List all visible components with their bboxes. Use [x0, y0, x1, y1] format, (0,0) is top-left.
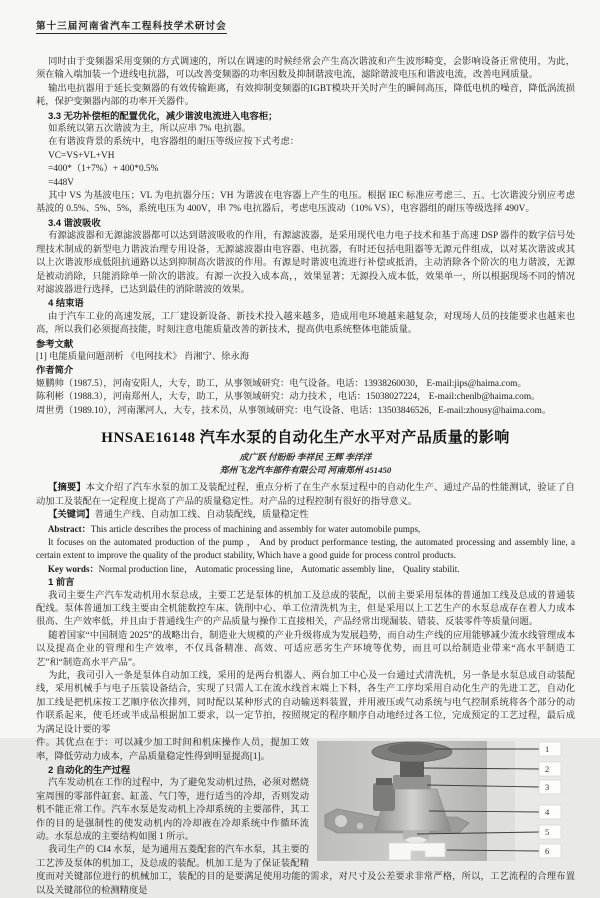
- paper-title: HNSAE16148 汽车水泵的自动化生产水平对产品质量的影响: [101, 429, 510, 446]
- figure-callout-1: [539, 742, 561, 756]
- author-bios-heading: 作者简介: [36, 365, 74, 376]
- figure-callout-label: 5: [545, 827, 550, 838]
- figure-callout-label: 2: [545, 764, 550, 775]
- paragraph: 随着国家“中国制造 2025”的战略出台，制造业大规模的产业升级将成为发展趋势，而自动生产线的应用能够减少流水线管理成本以及提高企业的管理和生产效率，不仅具备精准、高效、可适应恶劣生产环境等优势，而且可以给制造业带来“高水平制造工艺”和“制造高水平产品”。: [36, 630, 575, 668]
- water-pump-illustration: [317, 739, 575, 863]
- abstract-cn-label: 【摘要】: [48, 483, 86, 494]
- abstract-cn: [36, 482, 575, 509]
- figure-callout-4: [539, 805, 561, 819]
- section-heading-3-4: 3.4 谐波吸收: [48, 217, 101, 228]
- author-bio: 姬鹏帅（1987.5），河南安阳人，大专，助工，从事领域研究：电气设备。电话：13938260030， E-mail:jips@haima.com。: [36, 378, 527, 389]
- authors-line: 成广跃 付盼盼 李祥民 王辉 李洋洋: [239, 452, 372, 463]
- paragraph: 输出电抗器用于延长变频器的有效传输距离，有效抑制变频器的IGBT模块开关时产生的瞬间高压，降低电机的噪音，降低涡流损耗，保护变频器内部的功率开关器件。: [36, 83, 575, 108]
- figure-1-water-pump: [317, 739, 575, 863]
- keywords-en-text: Normal production line， Automatic processing line， Automatic assembly line， Quality stabilit.: [98, 563, 460, 574]
- paragraph: 我司主要生产汽车发动机用水泵总成，主要工艺是泵体的机加工及总成的装配，以前主要采用泵体的普通加工线及总成的普通装配线。泵体普通加工线主要由全机能数控车床、铣削中心、单工位清洗机为主，但是采用以上工艺生产的水泵总成存在着人力成本很高、生产效率低，并且由于普通线生产的产品质量与操作工直接相关，产品经常出现漏装、错装、反装零件等质量问题。: [36, 590, 575, 628]
- paragraph: 汽车发动机在工作的过程中，为了避免发动机过热，必须对燃烧室周围的零部件缸套、缸盖、气门等，进行适当的冷却，否则发动机不能正常工作。汽车水泵是发动机上冷却系统的主要部件，其工作的目的是强制性的使发动机内的冷却液在冷却系统中作循环流动。水泵总成的主要结构如图 1 所示。: [36, 778, 309, 842]
- paragraph: 我司生产的 CI4 水泵，是为通用五菱配套的汽车水泵，其主要的工艺涉及泵体的机加工，及总成的装配。机加工是为了保证装配精度而对关键部位进行的机械加工，装配的目的是要满足使用功能的需求，对尺寸及公差要求非常严格，所以，工艺流程的合理布置以及关键部位的检测精度是: [36, 845, 575, 896]
- abstract-cn-text: 本文介绍了汽车水泵的加工及装配过程，重点分析了在生产水泵过程中的自动化生产、通过产品的性能测试，验证了自动加工及装配在一定程度上提高了产品的质量稳定性。对产品的过程控制有很好的指导意义。: [36, 483, 575, 507]
- abstract-en-text1: This article describes the process of machining and assembly for water automobile pumps,: [90, 523, 421, 534]
- author-bio: 周世勇（1989.10），河南漯河人，大专，技术员，从事领域研究：电气设备、电话：13503846526，E-mail:zhousy@haima.com。: [36, 405, 552, 416]
- conference-header: 第十三届河南省汽车工程科技学术研讨会: [36, 18, 227, 34]
- paper1-body: [36, 56, 575, 418]
- paragraph: 由于汽车工业的高速发展，工厂建设新设备、新技术投入越来越多，造成用电环境越来越复杂，对现场人员的技能要求也越来也高，所以我们必须提高技能，时刻注意电能质量改善的新技术，提高供电系统整体电能质量。: [36, 311, 575, 336]
- paragraph: 如系统以第五次谐波为主，所以应串 7% 电抗器。: [48, 124, 252, 135]
- keywords-cn-label: 【关键词】: [48, 510, 95, 521]
- paragraph: 为此，我司引入一条是泵体自动加工线，采用的是两台机器人、两台加工中心及一台通过式清洗机，另一条是水泵总成自动装配线，采用机械手与电子压装设备结合，实现了只需人工在流水线首末端上下料，各生产工序均采用自动化生产的先进工艺，自动化加工线是把机床按工艺顺序依次排列，同时配以某种形式的自动输送料装置，并用液压或气动系统与电气控制系统将各个部分的动作联系起来，使毛坯或半成品根据加工要求，以一定节拍，按照规定的程序顺序自动地经过各工位，完成预定的工艺过程，最后成为满足设计要的零: [36, 671, 575, 735]
- formula-line: =400*（1+7%）+ 400*0.5%: [48, 164, 159, 175]
- abstract-en-line1: [36, 523, 575, 536]
- figure-callout-5: [539, 825, 561, 839]
- section-heading-2: 2 自动化的生产过程: [48, 764, 131, 775]
- abstract-en-line2: It focuses on the automated production of the pump ， And by product performance testing, the automated processing and assembly line, a certain extent to improve the quality of the product stability, Which have a good guide for process control products.: [36, 537, 575, 561]
- figure-callout-2: [539, 762, 561, 776]
- figure-callout-6: [539, 844, 561, 858]
- figure-callout-label: 4: [545, 807, 550, 818]
- figure-callout-label: 6: [545, 846, 550, 857]
- affiliation-line: 郑州飞龙汽车部件有限公司 河南郑州 451450: [219, 464, 392, 475]
- keywords-cn-text: 普通生产线、自动加工线、自动装配线，质量稳定性: [94, 510, 309, 521]
- paragraph-continuation: 件。其优点在于：可以减少加工时间和机床操作人员，提加工效率，降低劳动力成本，产品质量稳定性得到明显提高[1]。: [36, 738, 309, 762]
- keywords-en-label: Key words：: [47, 563, 99, 574]
- paper2-body: [36, 429, 575, 898]
- figure-callout-label: 3: [545, 782, 550, 793]
- paragraph: 在有谐波背景的系统中，电容器组的耐压等级应按下式考虑：: [48, 137, 300, 148]
- figure-callout-3: [539, 780, 561, 794]
- figure-callout-label: 1: [545, 744, 550, 755]
- formula-line: VC=VS+VL+VH: [48, 150, 115, 161]
- abstract-en-label: Abstract：: [47, 523, 91, 534]
- paragraph: 其中 VS 为基波电压；VL 为电抗器分压；VH 为谐波在电容器上产生的电压。根据 IEC 标准应考虑三、五、七次谐波分别应考虑基波的 0.5%、5%、5%，系统电压为 400V，串 7% 电抗器后，考虑电压波动（10% VS），电容器组的耐压等级选择 490V。: [36, 191, 575, 215]
- section-heading-4: 4 结束语: [48, 298, 84, 309]
- author-bio: 陈利彬（1988.3），河南郑州人，大专，助工，从事领域研究：动力技术 ，电话：15038027224， E-mail:chenlb@haima.com。: [36, 392, 541, 403]
- section-2-column: [36, 737, 575, 898]
- section-heading-3-3: 3.3 无功补偿柜的配置优化，减少谐波电流进入电容柜；: [48, 110, 278, 121]
- formula-line: =448V: [48, 177, 74, 188]
- paragraph: 同时由于变频器采用变频的方式调速的，所以在调速的时候经常会产生高次谐波和产生波形畸变，会影响设备正常使用，为此，须在输入端加装一个进线电抗器，可以改善变频器的功率因数及抑制谐波电流，滤除谐波电压和谐波电流，改善电网质量。: [36, 57, 575, 81]
- paragraph: 有源滤波器和无源滤波器都可以达到谐波吸收的作用，有源滤波器，是采用现代电力电子技术和基于高速 DSP 器件的数字信号处理技术制成的新型电力谐波治理专用设备，无源滤波器由电容器、电抗器，有时还包括电阻器等无源元件组成，以对某次谐波或其以上次谐波形成低阻抗通路以达到抑制高次谐波的作用。有源是时谐波电流进行补偿或抵消，主动消除各个阶次的电力谐波，无源是被动消除，只能消除单一阶次的谐波。有源一次投入成本高，，效果显著；无源投入成本低，效果单一，所以根据现场不同的情况对滤波器进行选择，已达到最佳的消除谐波的效果。: [36, 231, 575, 295]
- keywords-cn: [36, 509, 575, 522]
- keywords-en: [36, 563, 575, 576]
- references-heading: 参考文献: [36, 338, 74, 349]
- section-heading-1: 1 前言: [48, 577, 75, 588]
- reference-item: [1] 电能质量问题剖析 《电网技术》 肖湘宁、徐永海: [36, 351, 250, 362]
